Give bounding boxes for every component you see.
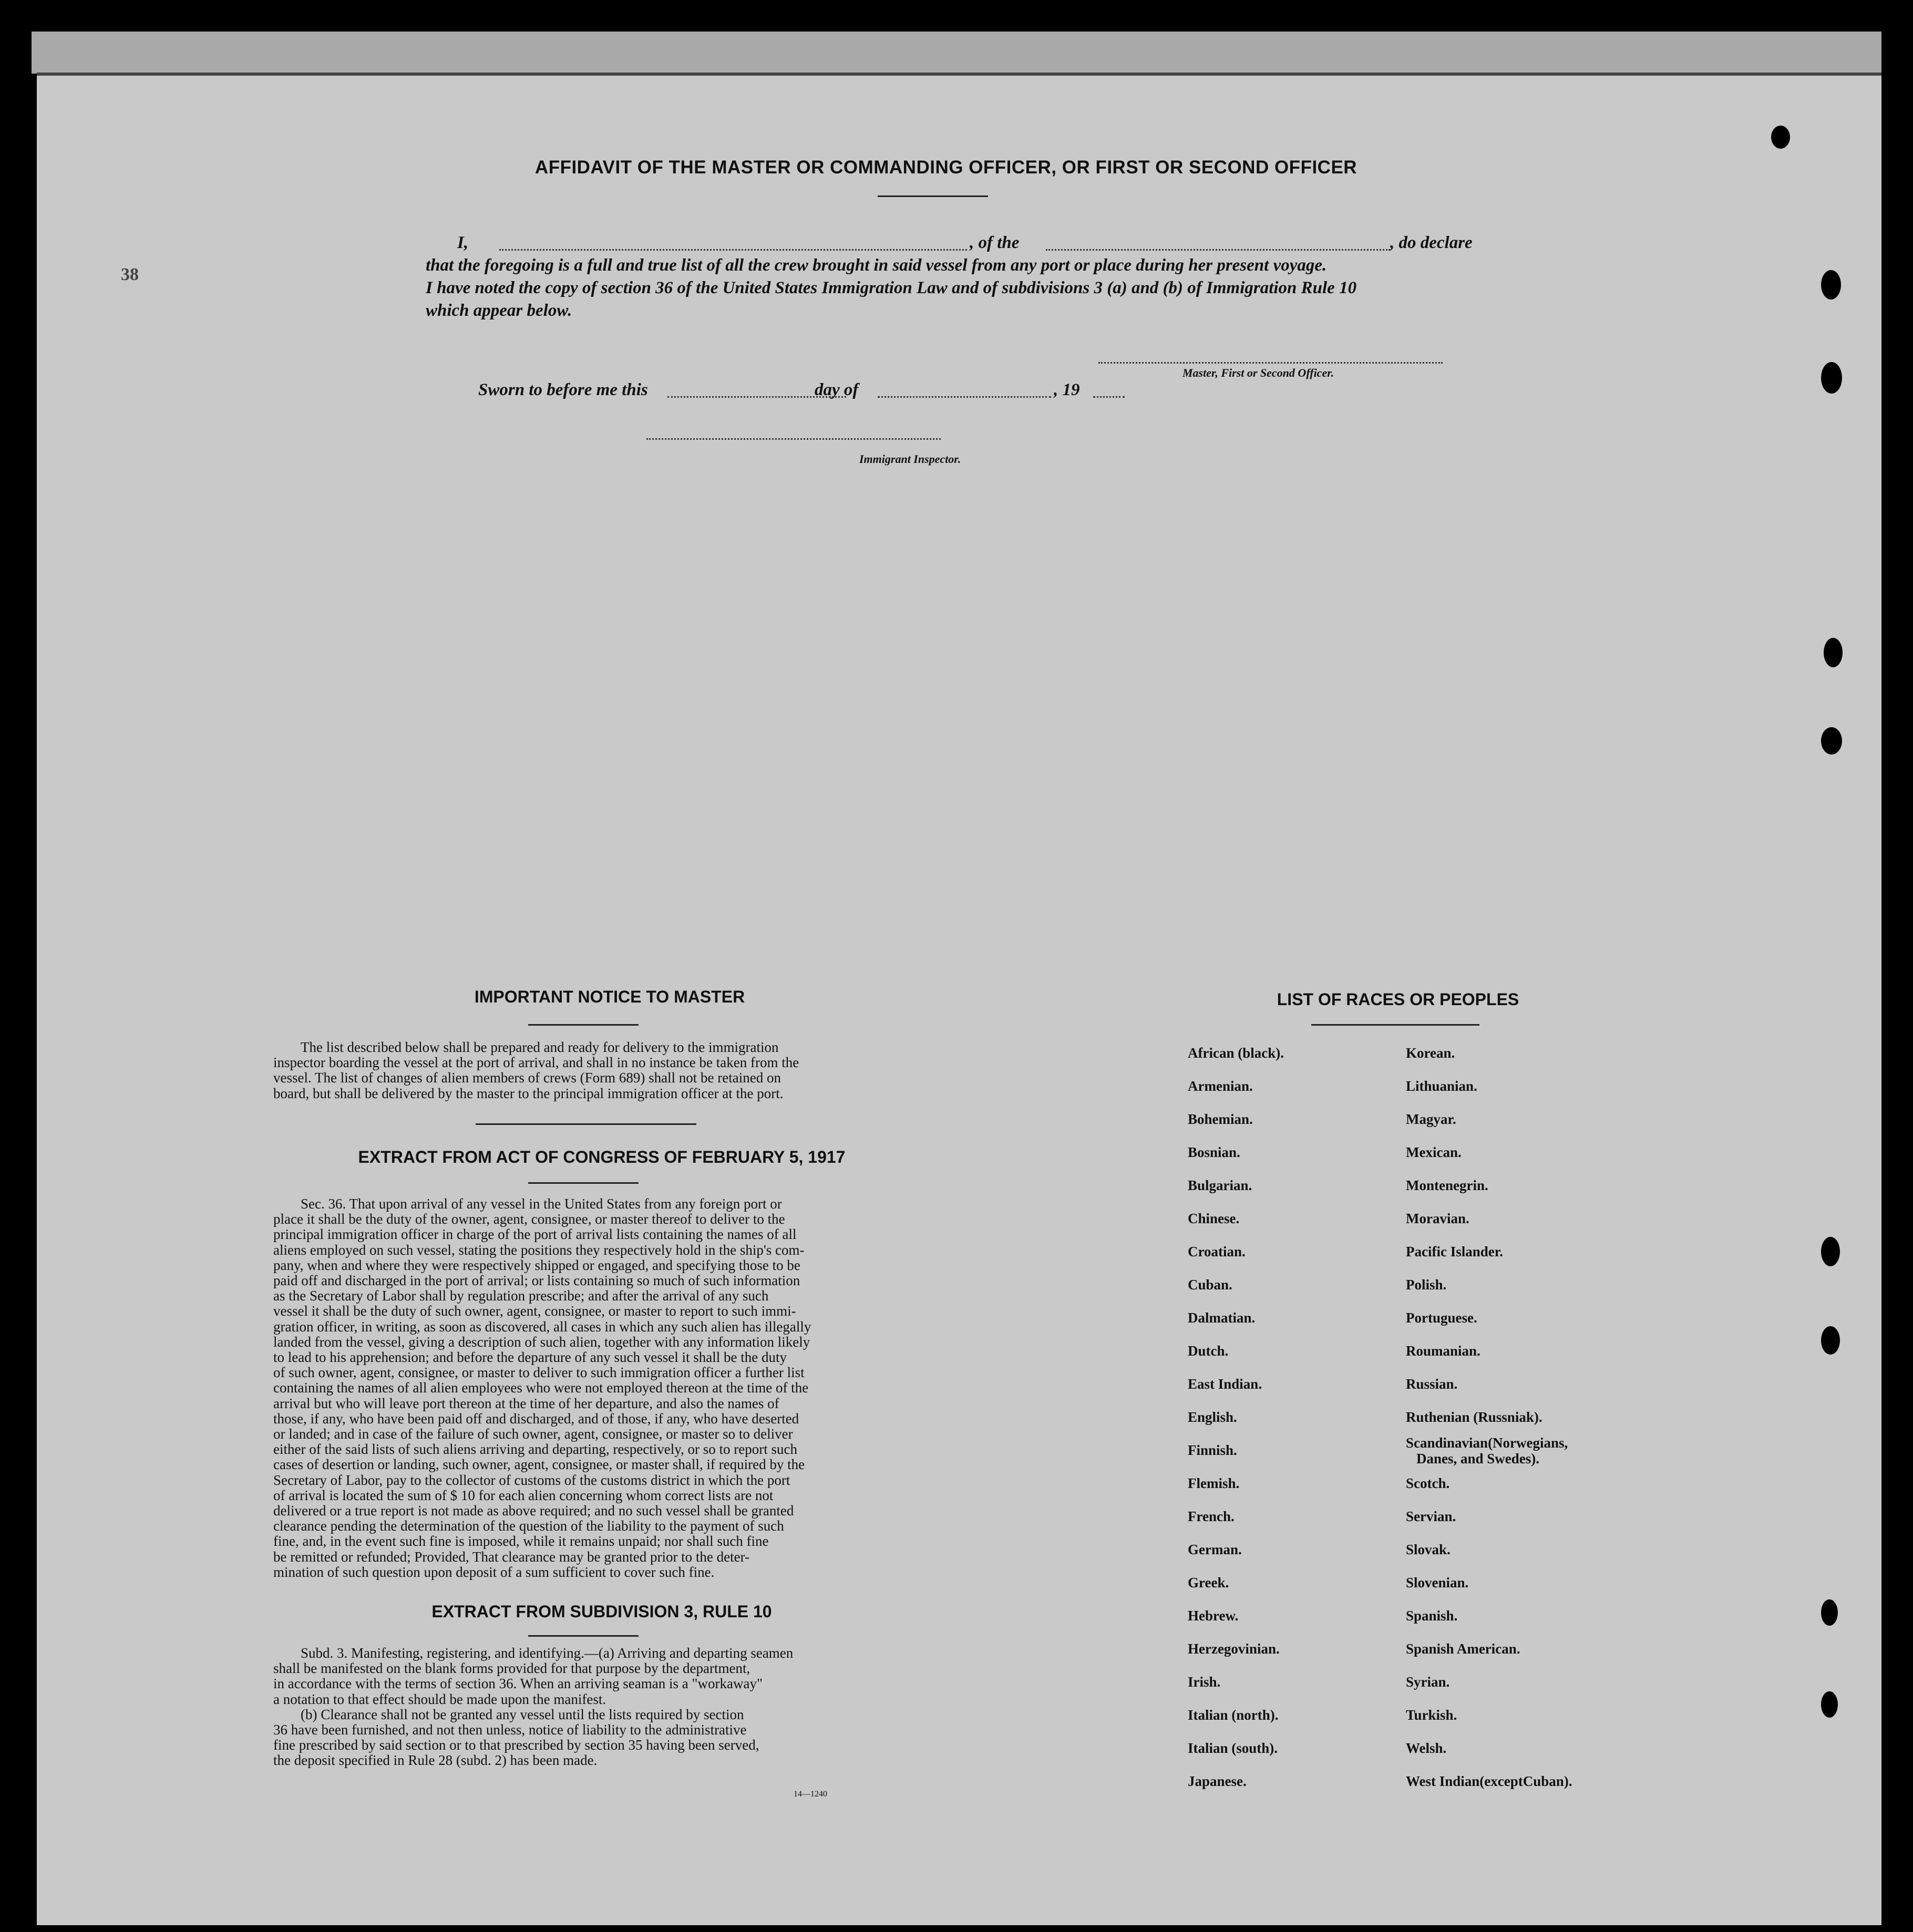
rule-title: EXTRACT FROM SUBDIVISION 3, RULE 10 <box>431 1602 772 1621</box>
act-line: Sec. 36. That upon arrival of any vessel in the United States from any foreign port or <box>301 1196 782 1212</box>
affidavit-declare: , do declare <box>1390 233 1473 252</box>
act-underline <box>528 1182 639 1184</box>
race-item: Bosnian. <box>1188 1144 1240 1160</box>
race-item: Armenian. <box>1188 1078 1253 1094</box>
act-line: containing the names of all alien employees who were not employed thereon at the time of the <box>273 1380 809 1396</box>
act-line: aliens employed on such vessel, stating the positions they respectively hold in the ship's com- <box>273 1242 805 1258</box>
act-line: pany, when and where they were respectively shipped or engaged, and specifying those to be <box>273 1257 800 1273</box>
notice-line: board, but shall be delivered by the master to the principal immigration officer at the port. <box>273 1085 784 1101</box>
race-item: Russian. <box>1406 1376 1458 1392</box>
act-line: place it shall be the duty of the owner, agent, consignee, or master thereof to deliver to the <box>273 1211 785 1227</box>
race-item: African (black). <box>1188 1045 1284 1061</box>
race-item: Flemish. <box>1188 1475 1240 1491</box>
document-page <box>37 73 1881 1925</box>
act-body <box>273 1196 930 1580</box>
race-item: Italian (north). <box>1188 1707 1279 1723</box>
sworn-text: Sworn to before me this <box>478 380 648 399</box>
race-item: Chinese. <box>1188 1211 1240 1226</box>
races-title: LIST OF RACES OR PEOPLES <box>1277 990 1519 1009</box>
act-line: Secretary of Labor, pay to the collector of customs of the customs district in which the port <box>273 1472 790 1488</box>
rule-line: a notation to that effect should be made upon the manifest. <box>273 1691 606 1707</box>
rule-line: shall be manifested on the blank forms provided for that purpose by the department, <box>273 1660 750 1677</box>
act-line: principal immigration officer in charge of the port of arrival lists containing the names of all <box>273 1226 797 1243</box>
act-line: landed from the vessel, giving a description of such alien, together with any information likely <box>273 1334 810 1350</box>
binder-hole <box>1821 270 1841 299</box>
race-item: Italian (south). <box>1188 1740 1278 1756</box>
sworn-month-blank <box>878 396 1051 398</box>
rule-body <box>273 1646 930 1769</box>
act-line: clearance pending the determination of the question of the liability to the payment of such <box>273 1518 784 1534</box>
affidavit-i: I, <box>457 233 469 252</box>
race-item: Moravian. <box>1406 1211 1469 1226</box>
act-line: fine, and, in the event such fine is imposed, while it remains unpaid; nor shall such fine <box>273 1533 769 1549</box>
notice-separator <box>476 1123 696 1125</box>
act-line: gration officer, in writing, as soon as discovered, all cases in which any such alien has illegally <box>273 1318 811 1335</box>
race-item: Dutch. <box>1188 1343 1229 1359</box>
rule-line: fine prescribed by said section or to that prescribed by section 35 having been served, <box>273 1737 759 1753</box>
act-line: of arrival is located the sum of $ 10 for each alien concerning whom correct lists are not <box>273 1487 774 1503</box>
master-signature-line <box>1098 362 1443 364</box>
race-item: West Indian(exceptCuban). <box>1406 1773 1572 1789</box>
race-item: Irish. <box>1188 1674 1221 1690</box>
rule-line: (b) Clearance shall not be granted any vessel until the lists required by section <box>301 1706 744 1722</box>
act-title: EXTRACT FROM ACT OF CONGRESS OF FEBRUARY 5, 1917 <box>358 1148 846 1166</box>
binder-hole <box>1821 727 1842 755</box>
act-line: vessel it shall be the duty of such owner, agent, consignee, or master to report to such immi- <box>273 1303 796 1319</box>
race-item: East Indian. <box>1188 1376 1262 1392</box>
race-item: Korean. <box>1406 1045 1455 1061</box>
sworn-day-of: day of <box>815 380 859 399</box>
act-line: arrival but who will leave port thereon at the time of her departure, and also the names of <box>273 1395 779 1411</box>
binder-hole <box>1821 362 1842 394</box>
binder-hole <box>1821 1326 1840 1355</box>
race-item-continuation: Danes, and Swedes). <box>1416 1451 1540 1466</box>
affidavit-title-underline <box>878 195 988 197</box>
rule-line: Subd. 3. Manifesting, registering, and identifying.—(a) Arriving and departing seamen <box>301 1645 794 1661</box>
inspector-caption: Immigrant Inspector. <box>859 452 961 466</box>
act-line: cases of desertion or landing, such owner, agent, consignee, or master shall, if required by the <box>273 1456 805 1473</box>
name-blank <box>499 249 967 251</box>
inspector-signature-line <box>646 438 941 440</box>
race-item: Hebrew. <box>1188 1608 1239 1624</box>
race-item: Turkish. <box>1406 1707 1457 1723</box>
act-line: delivered or a true report is not made as above required; and no such vessel shall be granted <box>273 1503 794 1519</box>
affidavit-of-the: , of the <box>970 233 1020 252</box>
act-line: to lead to his apprehension; and before the departure of any such vessel it shall be the duty <box>273 1349 787 1366</box>
race-item: Slovak. <box>1406 1542 1451 1557</box>
act-line: either of the said lists of such aliens arriving and departing, respectively, or so to report such <box>273 1441 797 1458</box>
race-item: Pacific Islander. <box>1406 1244 1503 1259</box>
act-line: paid off and discharged in the port of arrival; or lists containing so much of such information <box>273 1273 800 1289</box>
race-item: Slovenian. <box>1406 1575 1469 1590</box>
race-item: English. <box>1188 1409 1237 1425</box>
race-item: Syrian. <box>1406 1674 1450 1690</box>
race-item: German. <box>1188 1542 1242 1557</box>
form-number: 14—1240 <box>794 1790 827 1799</box>
rule-underline <box>528 1635 639 1637</box>
top-edge-band <box>32 32 1881 74</box>
race-item: Bulgarian. <box>1188 1177 1252 1193</box>
binder-hole <box>1821 1691 1838 1718</box>
race-item: Herzegovinian. <box>1188 1641 1280 1657</box>
sworn-year: , 19 <box>1054 380 1080 399</box>
race-item: Spanish American. <box>1406 1641 1520 1657</box>
notice-title: IMPORTANT NOTICE TO MASTER <box>474 987 745 1006</box>
act-line: of such owner, agent, consignee, or master to deliver to such immigration officer a further list <box>273 1365 805 1381</box>
notice-body <box>273 1040 930 1101</box>
race-item: Bohemian. <box>1188 1111 1253 1127</box>
race-item: Polish. <box>1406 1277 1447 1293</box>
race-item: Mexican. <box>1406 1144 1462 1160</box>
notice-line: inspector boarding the vessel at the port of arrival, and shall in no instance be taken from the <box>273 1055 799 1071</box>
binder-hole <box>1821 1599 1838 1626</box>
race-item: Scandinavian(Norwegians, <box>1406 1435 1568 1451</box>
notice-underline <box>528 1024 639 1026</box>
race-item: Croatian. <box>1188 1244 1246 1259</box>
race-item: Finnish. <box>1188 1442 1237 1458</box>
races-underline <box>1311 1024 1479 1026</box>
race-item: Greek. <box>1188 1575 1229 1590</box>
act-line: those, if any, who have been paid off and discharged, and of those, if any, who have deserted <box>273 1410 799 1427</box>
race-item: Scotch. <box>1406 1475 1450 1491</box>
margin-mark: 38 <box>121 265 139 284</box>
affidavit-line3: I have noted the copy of section 36 of the United States Immigration Law and of subdivisions 3 (a) and (b) of Immigration Rule 10 <box>426 278 1357 297</box>
race-item: Welsh. <box>1406 1740 1447 1756</box>
vessel-blank <box>1046 249 1390 251</box>
race-item: Servian. <box>1406 1509 1456 1524</box>
race-item: Dalmatian. <box>1188 1310 1256 1326</box>
act-line: or landed; and in case of the failure of such owner, agent, consignee, or master so to deliver <box>273 1426 793 1442</box>
master-caption: Master, First or Second Officer. <box>1182 366 1334 379</box>
race-item: Lithuanian. <box>1406 1078 1477 1094</box>
affidavit-line4: which appear below. <box>426 301 572 320</box>
race-item: Spanish. <box>1406 1608 1458 1624</box>
binder-hole <box>1771 126 1790 149</box>
affidavit-line2: that the foregoing is a full and true list of all the crew brought in said vessel from any port or place during her present voyage. <box>426 256 1327 275</box>
rule-line: the deposit specified in Rule 28 (subd. 2) has been made. <box>273 1752 598 1769</box>
race-item: Ruthenian (Russniak). <box>1406 1409 1542 1425</box>
race-item: Cuban. <box>1188 1277 1232 1293</box>
race-item: Montenegrin. <box>1406 1177 1488 1193</box>
notice-line: The list described below shall be prepared and ready for delivery to the immigration <box>301 1039 779 1055</box>
race-item: Magyar. <box>1406 1111 1456 1127</box>
race-item: Portuguese. <box>1406 1310 1477 1326</box>
affidavit-title: AFFIDAVIT OF THE MASTER OR COMMANDING OFFICER, OR FIRST OR SECOND OFFICER <box>534 157 1357 178</box>
notice-line: vessel. The list of changes of alien members of crews (Form 689) shall not be retained on <box>273 1070 781 1086</box>
binder-hole <box>1821 1237 1840 1266</box>
act-line: mination of such question upon deposit of a sum sufficient to cover such fine. <box>273 1564 715 1580</box>
race-item: Japanese. <box>1188 1773 1247 1789</box>
rule-line: 36 have been furnished, and not then unless, notice of liability to the administrative <box>273 1722 747 1738</box>
sworn-year-blank <box>1093 396 1125 398</box>
race-item: French. <box>1188 1509 1235 1524</box>
rule-line: in accordance with the terms of section 36. When an arriving seaman is a "workaway" <box>273 1676 763 1692</box>
act-line: be remitted or refunded; Provided, That clearance may be granted prior to the deter- <box>273 1548 750 1565</box>
binder-hole <box>1824 638 1843 667</box>
act-line: as the Secretary of Labor shall by regulation prescribe; and after the arrival of any such <box>273 1288 769 1304</box>
race-item: Roumanian. <box>1406 1343 1480 1359</box>
